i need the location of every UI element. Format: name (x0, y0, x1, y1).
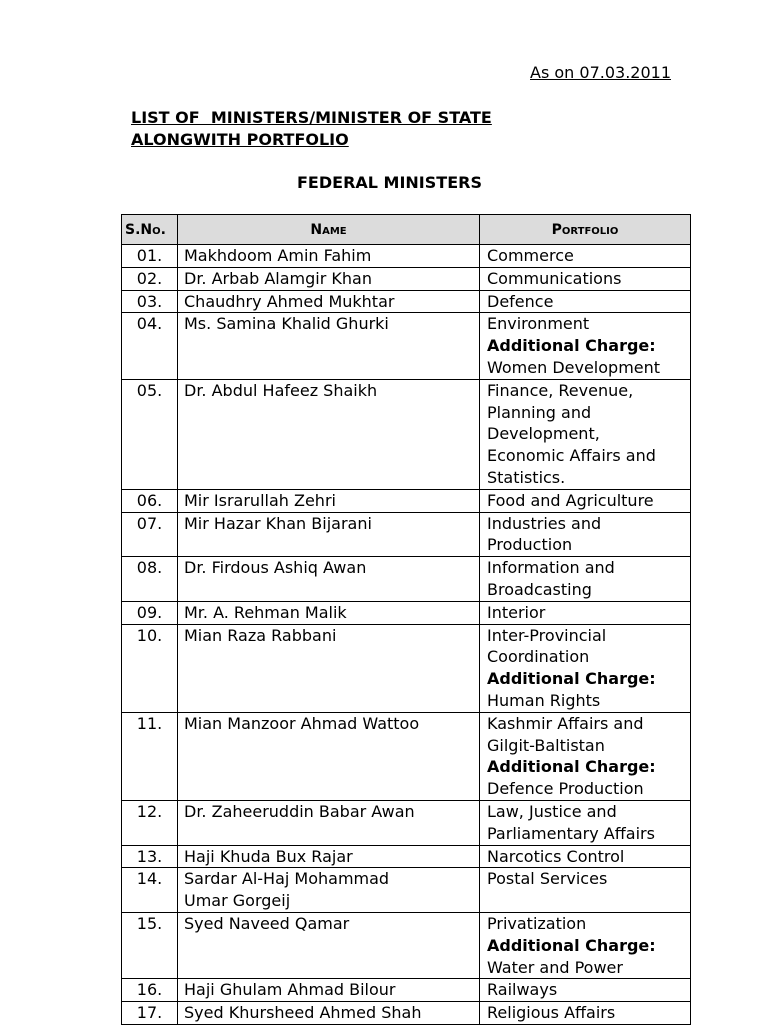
serial-number: 02. (122, 267, 178, 290)
portfolio-line: Religious Affairs (487, 1003, 616, 1023)
minister-name-line: Umar Gorgeij (184, 891, 291, 911)
portfolio (480, 912, 691, 978)
title-line-1: LIST OF MINISTERS/MINISTER OF STATE (131, 108, 492, 127)
minister-name-line: Haji Ghulam Ahmad Bilour (184, 980, 396, 1000)
serial-number: 04. (122, 313, 178, 379)
table-row (122, 868, 691, 913)
serial-number: 14. (122, 868, 178, 913)
portfolio (480, 379, 691, 489)
header-name: Name (178, 215, 480, 245)
minister-name (178, 557, 480, 602)
minister-name-line: Chaudhry Ahmed Mukhtar (184, 291, 395, 311)
portfolio-line: Coordination (487, 647, 590, 667)
table-row (122, 979, 691, 1002)
minister-name (178, 512, 480, 557)
portfolio-line: Human Rights (487, 690, 601, 710)
minister-name-line: Dr. Firdous Ashiq Awan (184, 558, 367, 578)
table-row (122, 624, 691, 712)
portfolio-line: Inter-Provincial (487, 625, 607, 645)
minister-name (178, 979, 480, 1002)
minister-name-line: Dr. Zaheeruddin Babar Awan (184, 801, 415, 821)
table-row (122, 800, 691, 845)
portfolio (480, 712, 691, 800)
minister-name (178, 489, 480, 512)
portfolio-line: Information and (487, 558, 615, 578)
additional-charge-label: Additional Charge: (487, 669, 656, 689)
minister-name (178, 624, 480, 712)
portfolio (480, 800, 691, 845)
table-row (122, 489, 691, 512)
minister-name-line: Sardar Al-Haj Mohammad (184, 869, 390, 889)
portfolio-line: Food and Agriculture (487, 490, 654, 510)
table-row (122, 379, 691, 489)
portfolio-line: Postal Services (487, 869, 608, 889)
portfolio (480, 557, 691, 602)
minister-name (178, 290, 480, 313)
portfolio (480, 845, 691, 868)
portfolio (480, 601, 691, 624)
portfolio (480, 489, 691, 512)
portfolio (480, 512, 691, 557)
header-sno: S.No. (122, 215, 178, 245)
portfolio-line: Interior (487, 602, 546, 622)
portfolio-line: Parliamentary Affairs (487, 823, 655, 843)
portfolio-line: Privatization (487, 913, 587, 933)
portfolio-line: Statistics. (487, 467, 566, 487)
table-row (122, 313, 691, 379)
section-heading: FEDERAL MINISTERS (297, 173, 482, 192)
serial-number: 05. (122, 379, 178, 489)
serial-number: 01. (122, 245, 178, 268)
additional-charge-label: Additional Charge: (487, 336, 656, 356)
portfolio (480, 267, 691, 290)
table-row (122, 912, 691, 978)
minister-name-line: Syed Naveed Qamar (184, 913, 350, 933)
serial-number: 17. (122, 1002, 178, 1025)
portfolio-line: Gilgit-Baltistan (487, 735, 605, 755)
portfolio-line: Water and Power (487, 957, 623, 977)
minister-name (178, 845, 480, 868)
portfolio-line: Broadcasting (487, 579, 592, 599)
document-date: As on 07.03.2011 (530, 63, 671, 82)
table-row (122, 1002, 691, 1025)
minister-name-line: Mir Hazar Khan Bijarani (184, 513, 372, 533)
portfolio-line: Economic Affairs and (487, 446, 656, 466)
serial-number: 11. (122, 712, 178, 800)
minister-name (178, 379, 480, 489)
table-row (122, 845, 691, 868)
portfolio-line: Environment (487, 314, 590, 334)
serial-number: 16. (122, 979, 178, 1002)
serial-number: 13. (122, 845, 178, 868)
title-line-2: ALONGWITH PORTFOLIO (131, 130, 349, 149)
minister-name-line: Haji Khuda Bux Rajar (184, 846, 353, 866)
portfolio (480, 290, 691, 313)
serial-number: 15. (122, 912, 178, 978)
portfolio-line: Finance, Revenue, (487, 380, 634, 400)
table-body (122, 245, 691, 1025)
minister-name (178, 313, 480, 379)
serial-number: 06. (122, 489, 178, 512)
minister-name-line: Ms. Samina Khalid Ghurki (184, 314, 389, 334)
minister-name (178, 868, 480, 913)
minister-name-line: Dr. Abdul Hafeez Shaikh (184, 380, 378, 400)
portfolio-line: Development, (487, 424, 600, 444)
minister-name-line: Syed Khursheed Ahmed Shah (184, 1003, 422, 1023)
ministers-table (121, 214, 691, 1025)
table-row (122, 601, 691, 624)
serial-number: 10. (122, 624, 178, 712)
minister-name-line: Dr. Arbab Alamgir Khan (184, 268, 372, 288)
minister-name (178, 712, 480, 800)
portfolio-line: Defence (487, 291, 554, 311)
portfolio (480, 979, 691, 1002)
portfolio-line: Kashmir Affairs and (487, 713, 644, 733)
minister-name-line: Mr. A. Rehman Malik (184, 602, 347, 622)
serial-number: 07. (122, 512, 178, 557)
portfolio-line: Narcotics Control (487, 846, 625, 866)
portfolio-line: Commerce (487, 246, 574, 265)
serial-number: 03. (122, 290, 178, 313)
table-row (122, 290, 691, 313)
portfolio-line: Women Development (487, 357, 661, 377)
table-row (122, 512, 691, 557)
portfolio-line: Industries and (487, 513, 602, 533)
additional-charge-label: Additional Charge: (487, 757, 656, 777)
portfolio (480, 313, 691, 379)
portfolio (480, 868, 691, 913)
minister-name-line: Mir Israrullah Zehri (184, 490, 336, 510)
table-row (122, 267, 691, 290)
minister-name (178, 800, 480, 845)
minister-name-line: Mian Manzoor Ahmad Wattoo (184, 713, 420, 733)
portfolio-line: Defence Production (487, 779, 644, 799)
minister-name-line: Makhdoom Amin Fahim (184, 246, 372, 265)
minister-name (178, 267, 480, 290)
portfolio-line: Law, Justice and (487, 801, 617, 821)
table-row (122, 557, 691, 602)
portfolio-line: Railways (487, 980, 558, 1000)
table-row (122, 712, 691, 800)
minister-name (178, 245, 480, 268)
portfolio-line: Production (487, 535, 573, 555)
table-row (122, 245, 691, 268)
minister-name (178, 601, 480, 624)
minister-name-line: Mian Raza Rabbani (184, 625, 337, 645)
portfolio (480, 624, 691, 712)
minister-name (178, 1002, 480, 1025)
portfolio (480, 245, 691, 268)
portfolio-line: Planning and (487, 402, 592, 422)
portfolio (480, 1002, 691, 1025)
minister-name (178, 912, 480, 978)
additional-charge-label: Additional Charge: (487, 935, 656, 955)
document-title (131, 107, 492, 151)
table-header-row (122, 215, 691, 245)
portfolio-line: Communications (487, 268, 622, 288)
header-portfolio: Portfolio (480, 215, 691, 245)
serial-number: 12. (122, 800, 178, 845)
serial-number: 09. (122, 601, 178, 624)
serial-number: 08. (122, 557, 178, 602)
